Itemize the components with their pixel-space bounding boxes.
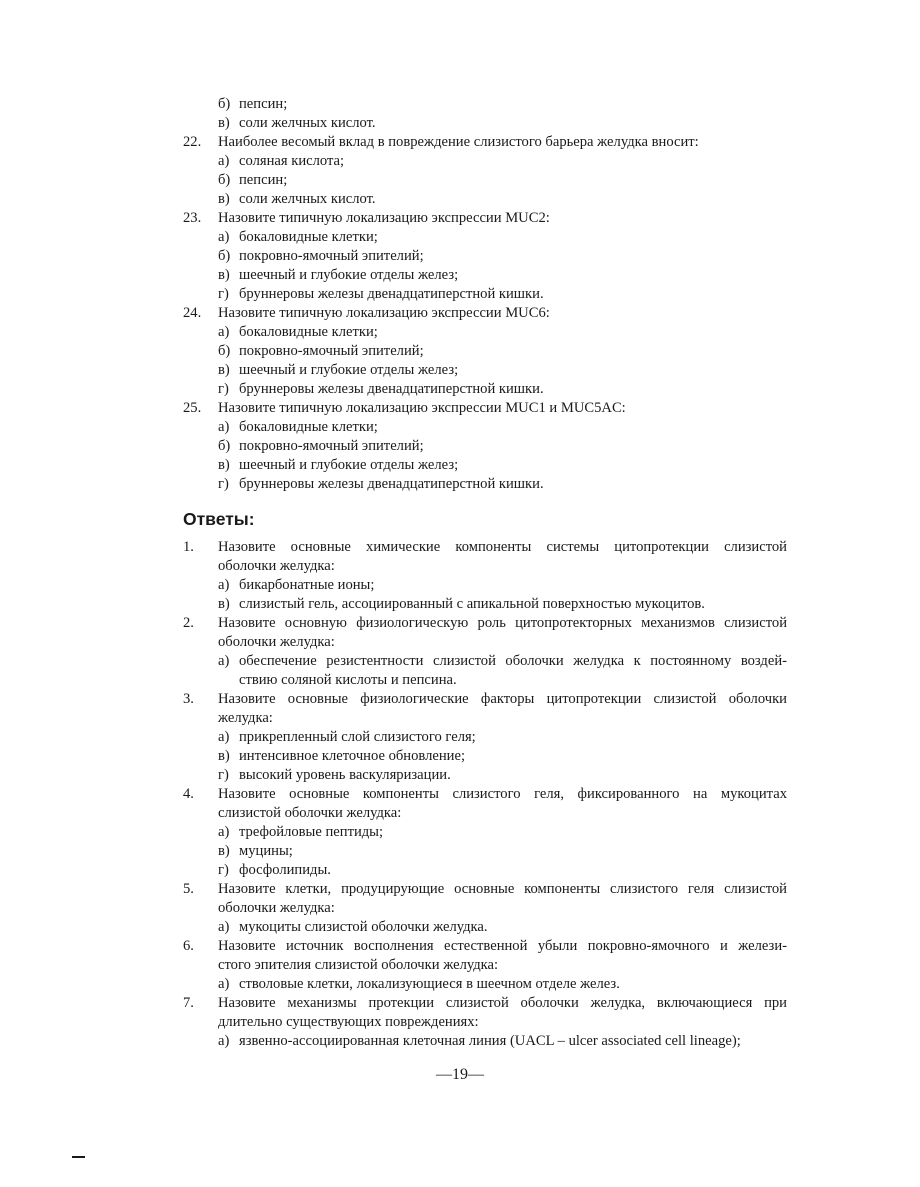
option-marker: а)	[218, 824, 230, 840]
answer-line	[183, 538, 787, 557]
answer-text-line: оболочки желудка:	[218, 558, 335, 574]
answer-number: 5.	[183, 881, 194, 897]
question-line	[183, 209, 787, 228]
option-marker: а)	[218, 976, 230, 992]
answer-line	[183, 690, 787, 709]
option-text: стволовые клетки, локализующиеся в шеечном отделе желез.	[239, 976, 620, 992]
question-number: 24.	[183, 305, 202, 321]
option-line	[218, 95, 787, 114]
answer-line	[183, 785, 787, 804]
option-text: бокаловидные клетки;	[239, 419, 378, 435]
answer-line	[183, 880, 787, 899]
question-text: Назовите типичную локализацию экспрессии MUC1 и MUC5AC:	[218, 400, 626, 416]
option-line	[218, 861, 787, 880]
option-marker: в)	[218, 362, 230, 378]
option-marker: г)	[218, 381, 229, 397]
option-marker: в)	[218, 748, 230, 764]
answer-text-line: оболочки желудка:	[218, 900, 335, 916]
question-line	[183, 304, 787, 323]
option-text-line	[218, 652, 787, 671]
option-line	[218, 975, 787, 994]
option-line	[218, 114, 787, 133]
option-text: высокий уровень васкуляризации.	[239, 767, 451, 783]
option-line	[218, 171, 787, 190]
option-text: ствию соляной кислоты и пепсина.	[239, 672, 457, 688]
option-text: шеечный и глубокие отделы желез;	[239, 267, 459, 283]
answer-text-line: стого эпителия слизистой оболочки желудка:	[218, 957, 499, 973]
continued-options	[183, 95, 787, 133]
option-line	[183, 671, 787, 690]
answer-4	[183, 785, 787, 880]
option-line	[218, 576, 787, 595]
option-line	[218, 842, 787, 861]
option-marker: а)	[218, 324, 230, 340]
option-marker: б)	[218, 438, 231, 454]
option-text: бокаловидные клетки;	[239, 324, 378, 340]
answer-number: 4.	[183, 786, 194, 802]
answer-line	[183, 633, 787, 652]
option-text: шеечный и глубокие отделы желез;	[239, 362, 459, 378]
option-text: пепсин;	[239, 96, 288, 112]
option-line	[218, 475, 787, 494]
option-text: прикрепленный слой слизистого геля;	[239, 729, 476, 745]
option-text: бикарбонатные ионы;	[239, 577, 375, 593]
question-line	[183, 399, 787, 418]
option-text: шеечный и глубокие отделы желез;	[239, 457, 459, 473]
option-line	[218, 190, 787, 209]
option-line	[218, 285, 787, 304]
answer-7	[183, 994, 787, 1051]
option-marker: а)	[218, 919, 230, 935]
answer-number: 3.	[183, 691, 194, 707]
answer-line	[183, 994, 787, 1013]
option-text: мукоциты слизистой оболочки желудка.	[239, 919, 488, 935]
answer-text-line: желудка:	[218, 710, 273, 726]
question-text: Наиболее весомый вклад в повреждение слизистого барьера желудка вносит:	[218, 134, 699, 150]
option-line	[218, 361, 787, 380]
option-marker: б)	[218, 172, 231, 188]
answer-line	[183, 557, 787, 576]
option-text: покровно-ямочный эпителий;	[239, 248, 424, 264]
answer-line	[183, 956, 787, 975]
question-number: 23.	[183, 210, 202, 226]
option-text: трефойловые пептиды;	[239, 824, 384, 840]
page-text	[183, 95, 787, 1051]
option-text: бруннеровы железы двенадцатиперстной кишки.	[239, 286, 544, 302]
option-marker: в)	[218, 115, 230, 131]
option-text: бруннеровы железы двенадцатиперстной кишки.	[239, 476, 544, 492]
option-marker: а)	[218, 153, 230, 169]
answer-text-line: длительно существующих повреждениях:	[218, 1014, 479, 1030]
option-line	[218, 228, 787, 247]
answer-number: 1.	[183, 539, 194, 555]
corner-crop-mark	[72, 1156, 85, 1158]
question-23	[183, 209, 787, 304]
option-marker: а)	[218, 229, 230, 245]
option-line	[218, 766, 787, 785]
answer-text-line: Назовите клетки, продуцирующие основные компоненты слизистого геля слизистой	[218, 881, 787, 897]
option-marker: б)	[218, 343, 231, 359]
question-22	[183, 133, 787, 209]
question-text: Назовите типичную локализацию экспрессии MUC6:	[218, 305, 550, 321]
option-text: муцины;	[239, 843, 293, 859]
option-text: покровно-ямочный эпителий;	[239, 438, 424, 454]
option-line	[183, 652, 787, 671]
answer-number: 6.	[183, 938, 194, 954]
answer-text-line: Назовите основные химические компоненты системы цитопротекции слизистой	[218, 539, 787, 555]
option-marker: г)	[218, 862, 229, 878]
answer-text-line: оболочки желудка:	[218, 634, 335, 650]
option-text: слизистый гель, ассоциированный с апикальной поверхностью мукоцитов.	[239, 596, 705, 612]
question-number: 25.	[183, 400, 202, 416]
answers-heading: Ответы:	[183, 509, 255, 529]
option-text: язвенно-ассоциированная клеточная линия (UACL – ulcer associated cell lineage);	[239, 1033, 741, 1049]
option-marker: а)	[218, 1033, 230, 1049]
option-text: бруннеровы железы двенадцатиперстной кишки.	[239, 381, 544, 397]
option-text: обеспечение резистентности слизистой оболочки желудка к постоянному воздей-	[239, 653, 787, 669]
option-line	[218, 918, 787, 937]
option-marker: а)	[218, 419, 230, 435]
option-marker: а)	[218, 577, 230, 593]
option-marker: а)	[218, 653, 230, 669]
option-text: покровно-ямочный эпителий;	[239, 343, 424, 359]
answer-1	[183, 538, 787, 614]
option-marker: а)	[218, 729, 230, 745]
answer-text-line: Назовите основную физиологическую роль цитопротекторных механизмов слизистой	[218, 615, 787, 631]
question-25	[183, 399, 787, 494]
answer-6	[183, 937, 787, 994]
option-line	[218, 380, 787, 399]
option-line	[218, 323, 787, 342]
option-line	[218, 266, 787, 285]
option-marker: в)	[218, 457, 230, 473]
answer-text-line: Назовите механизмы протекции слизистой оболочки желудка, включающиеся при	[218, 995, 787, 1011]
question-24	[183, 304, 787, 399]
option-text: фосфолипиды.	[239, 862, 331, 878]
option-marker: в)	[218, 843, 230, 859]
option-line	[218, 342, 787, 361]
option-line	[218, 1032, 787, 1051]
option-line	[218, 456, 787, 475]
option-marker: в)	[218, 267, 230, 283]
option-line	[218, 437, 787, 456]
option-line	[218, 418, 787, 437]
page-number: —19—	[436, 1066, 484, 1083]
answer-line	[183, 709, 787, 728]
option-marker: г)	[218, 286, 229, 302]
answer-number: 2.	[183, 615, 194, 631]
answer-line	[183, 1013, 787, 1032]
answer-text-line: Назовите источник восполнения естественной убыли покровно-ямочного и желези-	[218, 938, 787, 954]
answer-text-line: Назовите основные компоненты слизистого геля, фиксированного на мукоцитах	[218, 786, 787, 802]
answer-number: 7.	[183, 995, 194, 1011]
option-line	[218, 595, 787, 614]
option-marker: в)	[218, 596, 230, 612]
option-line	[218, 247, 787, 266]
option-text: пепсин;	[239, 172, 288, 188]
answer-text-line: слизистой оболочки желудка:	[218, 805, 402, 821]
option-marker: б)	[218, 96, 231, 112]
question-text: Назовите типичную локализацию экспрессии MUC2:	[218, 210, 550, 226]
option-text: интенсивное клеточное обновление;	[239, 748, 466, 764]
answer-line	[183, 614, 787, 633]
answer-line	[183, 804, 787, 823]
question-line	[183, 133, 787, 152]
option-text: бокаловидные клетки;	[239, 229, 378, 245]
answer-text-line: Назовите основные физиологические факторы цитопротекции слизистой оболочки	[218, 691, 787, 707]
option-marker: б)	[218, 248, 231, 264]
option-text: соли желчных кислот.	[239, 191, 376, 207]
option-marker: в)	[218, 191, 230, 207]
option-marker: г)	[218, 476, 229, 492]
option-text: соли желчных кислот.	[239, 115, 376, 131]
answer-2	[183, 614, 787, 690]
answer-line	[183, 937, 787, 956]
question-number: 22.	[183, 134, 202, 150]
option-line	[218, 747, 787, 766]
option-marker: г)	[218, 767, 229, 783]
answer-3	[183, 690, 787, 785]
option-line	[218, 152, 787, 171]
option-text: соляная кислота;	[239, 153, 345, 169]
option-line	[218, 823, 787, 842]
option-line	[218, 728, 787, 747]
answer-line	[183, 899, 787, 918]
answer-5	[183, 880, 787, 937]
